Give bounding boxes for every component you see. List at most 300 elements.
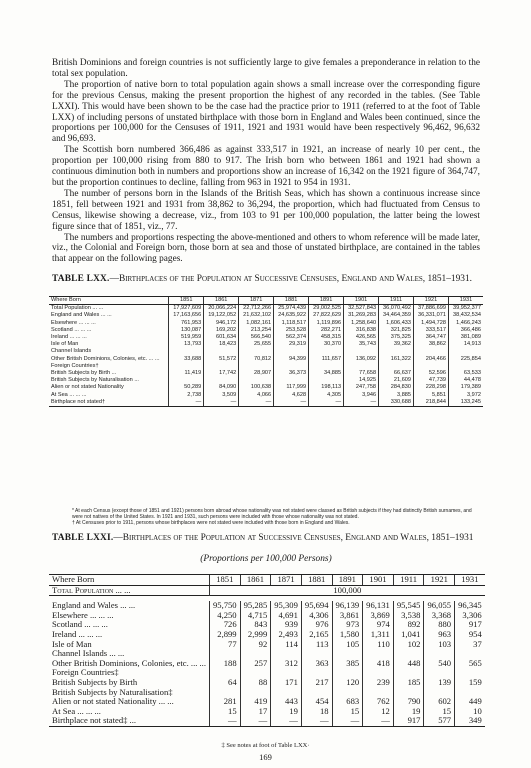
table-cell: —: [239, 399, 274, 407]
table-cell: 96,055: [424, 601, 455, 611]
table-cell: 77: [209, 640, 240, 650]
row-label: Scotland ... ... ...: [51, 326, 92, 333]
column-header: Where Born: [49, 297, 169, 305]
table-cell: [379, 348, 414, 355]
table-cell: [274, 377, 309, 384]
table-cell: 204,466: [414, 356, 449, 363]
table-row: [49, 305, 483, 313]
table-cell: 381,089: [449, 334, 484, 341]
column-header: 1891: [309, 297, 344, 305]
table-cell: 36,373: [274, 370, 309, 377]
table-header-row: [49, 297, 483, 305]
column-header: 1901: [363, 575, 394, 586]
table-cell: 349: [455, 716, 485, 726]
table-cell: 2,999: [240, 630, 271, 640]
table-cell: 946,172: [204, 320, 239, 327]
table-cell: 3,885: [379, 392, 414, 399]
table-cell: [309, 377, 344, 384]
row-label: Other British Dominions, Colonies, etc. ... ...: [52, 657, 206, 668]
table-cell: 364,747: [414, 334, 449, 341]
row-label: Birthplace not stated†: [49, 399, 169, 407]
table-cell: 14,925: [344, 377, 379, 384]
table-cell: 113: [301, 640, 332, 650]
column-header: 1921: [414, 297, 449, 305]
table-cell: 4,066: [239, 392, 274, 399]
table-cell: [309, 348, 344, 355]
table-cell: 188: [209, 659, 240, 669]
table-cell: 95,750: [209, 601, 240, 611]
table-cell: 36,331,071: [414, 312, 449, 319]
table-71-subtitle: (Proportions per 100,000 Persons): [200, 554, 332, 564]
table-cell: 973: [332, 620, 363, 630]
table-cell: [414, 348, 449, 355]
table-cell: 21,632,102: [239, 312, 274, 319]
table-cell: 63,533: [449, 370, 484, 377]
table-cell: 726: [209, 620, 240, 630]
table-cell: 34,885: [309, 370, 344, 377]
column-header: 1931: [449, 297, 484, 305]
table-cell: 1,119,896: [309, 320, 344, 327]
table-70-body: [49, 305, 483, 407]
table-cell: 50,289: [169, 384, 204, 391]
table-71-footnote: ‡ See notes at foot of Table LXX·: [221, 742, 310, 749]
table-cell: [414, 363, 449, 370]
table-71-caption: —Birthplaces of the Population at Successive Censuses, England and Wales, 1851–1931: [113, 533, 474, 543]
row-label: Channel Islands ... ...: [52, 648, 125, 659]
row-label: Alien or not stated Nationality: [51, 384, 124, 391]
table-row: [49, 348, 483, 355]
table-cell: 117,999: [274, 384, 309, 391]
body-text: [52, 58, 480, 265]
table-cell: 418: [363, 659, 394, 669]
table-cell: 37,886,699: [414, 305, 449, 313]
table-cell: 88: [240, 678, 271, 688]
table-71: [49, 574, 485, 727]
table-cell: 448: [393, 659, 424, 669]
table-cell: 95,694: [301, 601, 332, 611]
table-cell: 4,305: [309, 392, 344, 399]
table-cell: 185: [393, 678, 424, 688]
table-cell: 540: [424, 659, 455, 669]
row-label: British Subjects by Birth ...: [51, 370, 117, 377]
table-cell: 762: [363, 697, 394, 707]
table-cell: [169, 348, 204, 355]
table-cell: 14,913: [449, 341, 484, 348]
table-cell: —: [332, 716, 363, 726]
table-cell: [239, 363, 274, 370]
table-row: [49, 370, 483, 377]
table-cell: 29,002,525: [309, 305, 344, 313]
row-label: Elsewhere ... ... ...: [51, 319, 96, 326]
table-cell: 84,090: [204, 384, 239, 391]
table-row: [49, 363, 483, 370]
row-label: Foreign Countries†: [51, 362, 99, 369]
table-cell: 21,609: [379, 377, 414, 384]
table-70-label: TABLE LXX.: [52, 274, 110, 284]
footnote: * At each Census (except those of 1851 and 1921) persons born abroad whose nationality was not stated were classed as British subjects if they had distinctly British surnames, and were not natives of the United States. In 1921 and 1931, such persons were included with those whose nationality was not stated.: [72, 508, 472, 520]
table-cell: 139: [424, 678, 455, 688]
table-cell: 458,315: [309, 334, 344, 341]
table-cell: 10: [455, 707, 485, 717]
table-cell: 426,565: [344, 334, 379, 341]
row-label: England and Wales ... ...: [51, 312, 112, 319]
table-cell: —: [344, 399, 379, 407]
table-cell: 18,423: [204, 341, 239, 348]
table-cell: 282,271: [309, 327, 344, 334]
table-cell: 519,959: [169, 334, 204, 341]
column-header: 1901: [344, 297, 379, 305]
table-cell: 2,493: [271, 630, 302, 640]
table-cell: 24,635,922: [274, 312, 309, 319]
table-cell: 114: [271, 640, 302, 650]
table-cell: 602: [424, 697, 455, 707]
table-cell: 3,946: [344, 392, 379, 399]
table-cell: 5,851: [414, 392, 449, 399]
table-cell: 95,545: [393, 601, 424, 611]
table-cell: 27,822,629: [309, 312, 344, 319]
table-cell: 39,362: [379, 341, 414, 348]
table-cell: 17,163,656: [169, 312, 204, 319]
table-71-label: TABLE LXXI.: [52, 533, 114, 543]
table-cell: [239, 348, 274, 355]
table-row: [49, 327, 483, 334]
table-cell: —: [274, 399, 309, 407]
table-cell: 3,368: [424, 611, 455, 621]
table-cell: 1,494,728: [414, 320, 449, 327]
table-cell: 449: [455, 697, 485, 707]
row-label: Alien or not stated Nationality ... ...: [52, 696, 174, 707]
table-cell: [204, 377, 239, 384]
table-cell: 2,738: [169, 392, 204, 399]
table-cell: 218,844: [414, 399, 449, 407]
table-cell: 281: [209, 697, 240, 707]
table-cell: 18: [301, 707, 332, 717]
table-cell: —: [309, 399, 344, 407]
table-cell: 1,041: [393, 630, 424, 640]
table-cell: 363: [301, 659, 332, 669]
table-row: [49, 320, 483, 327]
table-cell: 95,309: [271, 601, 302, 611]
table-cell: [274, 363, 309, 370]
table-cell: 33,688: [169, 356, 204, 363]
table-cell: 4,250: [209, 611, 240, 621]
table-cell: 892: [393, 620, 424, 630]
table-cell: 92: [240, 640, 271, 650]
table-cell: 64: [209, 678, 240, 688]
table-cell: [169, 377, 204, 384]
table-70-caption: —Birthplaces of the Population at Successive Censuses, England and Wales, 1851–1931.: [109, 274, 472, 284]
table-row: [49, 356, 483, 363]
paragraph: The Scottish born numbered 366,486 as against 333,517 in 1921, an increase of nearly 10 per cent., the proportion per 100,000 rising from 880 to 917. The Irish born who between 1861 and 1921 had shown a continuous diminution both in numbers and proportions show an increase of 16,342 on the 1921 figure of 364,747, but the proportion continues to decline, falling from 963 in 1921 to 954 in 1931.: [52, 145, 480, 188]
table-cell: 52,596: [414, 370, 449, 377]
table-cell: 3,972: [449, 392, 484, 399]
row-label: British Subjects by Naturalisation ...: [51, 377, 139, 384]
table-70-title: [52, 274, 480, 285]
column-header: 1881: [274, 297, 309, 305]
table-cell: 19: [393, 707, 424, 717]
table-cell: 1,606,433: [379, 320, 414, 327]
row-label: Birthplace not stated‡ ...: [49, 716, 209, 726]
table-row: [49, 399, 483, 407]
table-cell: 25,655: [239, 341, 274, 348]
table-cell: —: [240, 716, 271, 726]
table-cell: [204, 348, 239, 355]
table-cell: 253,528: [274, 327, 309, 334]
column-header: 1851: [209, 575, 240, 586]
row-label: Foreign Countries‡: [52, 667, 119, 678]
table-cell: 179,389: [449, 384, 484, 391]
table-cell: 880: [424, 620, 455, 630]
table-cell: [309, 363, 344, 370]
table-cell: 790: [393, 697, 424, 707]
table-cell: 954: [455, 630, 485, 640]
table-cell: 321,825: [379, 327, 414, 334]
footnote: † At Censuses prior to 1911, persons whose birthplaces were not stated were included with those born in England and Wales.: [72, 520, 350, 526]
table-cell: 66,637: [379, 370, 414, 377]
column-header: 1891: [332, 575, 363, 586]
table-cell: 917: [393, 716, 424, 726]
page-number: 169: [259, 752, 272, 762]
table-cell: 159: [455, 678, 485, 688]
row-label: Total Population ... ...: [52, 584, 131, 595]
table-cell: 11,419: [169, 370, 204, 377]
row-label: Channel Islands: [51, 348, 92, 355]
table-cell: 37: [455, 640, 485, 650]
table-cell: 77,658: [344, 370, 379, 377]
table-cell: 102: [393, 640, 424, 650]
table-cell: [379, 363, 414, 370]
column-header: 1851: [169, 297, 204, 305]
row-label: Isle of Man: [51, 341, 79, 348]
table-cell: 4,306: [301, 611, 332, 621]
table-cell: 103: [424, 640, 455, 650]
table-cell: 577: [424, 716, 455, 726]
table-cell: 96,139: [332, 601, 363, 611]
table-cell: —: [271, 716, 302, 726]
table-cell: 239: [363, 678, 394, 688]
table-cell: 3,509: [204, 392, 239, 399]
table-cell: 443: [271, 697, 302, 707]
table-cell: 171: [271, 678, 302, 688]
table-cell: 44,478: [449, 377, 484, 384]
table-row: [49, 716, 485, 726]
table-cell: 29,319: [274, 341, 309, 348]
table-cell: —: [301, 716, 332, 726]
table-cell: 13,793: [169, 341, 204, 348]
table-cell: 939: [271, 620, 302, 630]
table-cell: 566,540: [239, 334, 274, 341]
table-cell: 454: [301, 697, 332, 707]
table-cell: 95,285: [240, 601, 271, 611]
table-cell: —: [204, 399, 239, 407]
table-cell: 36,070,492: [379, 305, 414, 313]
table-cell: 19,122,052: [204, 312, 239, 319]
table-cell: 1,580: [332, 630, 363, 640]
row-label: British Subjects by Birth: [52, 676, 138, 687]
table-cell: —: [363, 716, 394, 726]
table-cell: 217: [301, 678, 332, 688]
table-cell: 4,691: [271, 611, 302, 621]
table-cell: 385: [332, 659, 363, 669]
row-label: At Sea ... ... ...: [52, 705, 101, 716]
table-row: [49, 384, 483, 391]
table-cell: 34,464,359: [379, 312, 414, 319]
table-cell: 38,432,534: [449, 312, 484, 319]
table-cell: 284,830: [379, 384, 414, 391]
table-cell: 4,628: [274, 392, 309, 399]
table-cell: 247,758: [344, 384, 379, 391]
table-cell: 843: [240, 620, 271, 630]
table-cell: —: [169, 399, 204, 407]
table-cell: 683: [332, 697, 363, 707]
column-header: 1861: [204, 297, 239, 305]
table-cell: 1,466,243: [449, 320, 484, 327]
column-header: 1871: [239, 297, 274, 305]
table-cell: 169,202: [204, 327, 239, 334]
table-cell: 761,953: [169, 320, 204, 327]
table-cell: 96,131: [363, 601, 394, 611]
column-header: Where Born: [49, 575, 209, 586]
table-cell: [239, 377, 274, 384]
table-cell: 3,869: [363, 611, 394, 621]
table-cell: 17: [240, 707, 271, 717]
table-cell: 15: [424, 707, 455, 717]
table-cell: 213,254: [239, 327, 274, 334]
row-label: At Sea ... ... ...: [51, 391, 87, 398]
table-cell: 419: [240, 697, 271, 707]
table-cell: [204, 363, 239, 370]
table-row: [49, 377, 483, 384]
table-70: [49, 296, 483, 407]
table-cell: 22,712,266: [239, 305, 274, 313]
table-cell: 257: [240, 659, 271, 669]
column-header: 1911: [393, 575, 424, 586]
table-cell: 32,527,843: [344, 305, 379, 313]
table-cell: 28,907: [239, 370, 274, 377]
table-cell: [449, 363, 484, 370]
table-cell: 976: [301, 620, 332, 630]
table-cell: 51,572: [204, 356, 239, 363]
table-cell: 12: [363, 707, 394, 717]
table-cell: 15: [209, 707, 240, 717]
table-cell: 917: [455, 620, 485, 630]
table-cell: 963: [424, 630, 455, 640]
table-cell: 20,066,224: [204, 305, 239, 313]
table-cell: 1,311: [363, 630, 394, 640]
row-label: Isle of Man: [52, 638, 92, 649]
table-cell: 94,399: [274, 356, 309, 363]
table-cell: 565: [455, 659, 485, 669]
row-label: Total Population ... ...: [51, 305, 104, 312]
table-cell: 161,322: [379, 356, 414, 363]
total-value: 100,000: [209, 585, 484, 596]
table-cell: 198,113: [309, 384, 344, 391]
table-cell: 330,688: [379, 399, 414, 407]
table-cell: 39,952,377: [449, 305, 484, 313]
table-cell: [344, 348, 379, 355]
table-row: [49, 312, 483, 319]
column-header: 1881: [301, 575, 332, 586]
table-cell: 38,862: [414, 341, 449, 348]
table-cell: —: [209, 716, 240, 726]
table-cell: 974: [363, 620, 394, 630]
table-cell: 100,638: [239, 384, 274, 391]
table-cell: 562,374: [274, 334, 309, 341]
table-cell: 25,974,439: [274, 305, 309, 313]
table-cell: 19: [271, 707, 302, 717]
table-cell: 17,927,609: [169, 305, 204, 313]
column-header: 1861: [240, 575, 271, 586]
table-cell: 70,812: [239, 356, 274, 363]
row-label: Ireland ... ... ...: [52, 628, 103, 639]
row-label: Ireland ... ... ...: [51, 334, 87, 341]
paragraph: The numbers and proportions respecting the above-mentioned and others to whom reference will be made later, viz., the Colonial and Foreign born, those born at sea and those of unstated birthplace, are contained in the tables that appear on the following pages.: [52, 232, 480, 265]
row-label: British Subjects by Naturalisation‡: [52, 686, 173, 697]
table-cell: 133,245: [449, 399, 484, 407]
paragraph: The number of persons born in the Islands of the British Seas, which has shown a continuous increase since 1851, fell between 1921 and 1931 from 38,862 to 36,294, the proportion, which had fluctuated from Census to Census, likewise showing a decrease, viz., from 103 to 91 per 100,000 population, the latter being the lowest figure since that of 1851, viz., 77.: [52, 188, 480, 232]
table-cell: 333,517: [414, 327, 449, 334]
row-label: England and Wales ... ...: [52, 600, 136, 611]
table-cell: 3,538: [393, 611, 424, 621]
table-cell: 366,486: [449, 327, 484, 334]
table-cell: 2,899: [209, 630, 240, 640]
table-cell: 35,743: [344, 341, 379, 348]
table-cell: 3,861: [332, 611, 363, 621]
table-cell: 2,165: [301, 630, 332, 640]
table-cell: 31,269,283: [344, 312, 379, 319]
table-header-row: [49, 575, 485, 586]
table-cell: 17,742: [204, 370, 239, 377]
row-label: Scotland ... ... ...: [52, 619, 108, 630]
row-label: Elsewhere ... ... ...: [52, 609, 114, 620]
column-header: 1921: [424, 575, 455, 586]
table-cell: 136,092: [344, 356, 379, 363]
table-cell: 375,325: [379, 334, 414, 341]
table-cell: 228,298: [414, 384, 449, 391]
table-cell: [344, 363, 379, 370]
table-cell: 111,657: [309, 356, 344, 363]
table-cell: 4,715: [240, 611, 271, 621]
table-row: [49, 334, 483, 341]
table-cell: 225,854: [449, 356, 484, 363]
row-label: Other British Dominions, Colonies, etc. ... ...: [51, 355, 160, 362]
table-row: [49, 392, 483, 399]
table-cell: [274, 348, 309, 355]
column-header: 1871: [271, 575, 302, 586]
table-cell: 1,082,161: [239, 320, 274, 327]
table-row: [49, 341, 483, 348]
paragraph: British Dominions and foreign countries is not sufficiently large to give females a preponderance in relation to the total sex population.: [52, 58, 480, 79]
table-cell: [169, 363, 204, 370]
total-row: [49, 585, 485, 596]
table-cell: 110: [363, 640, 394, 650]
table-cell: 47,739: [414, 377, 449, 384]
table-70-footnotes: [72, 508, 472, 526]
column-header: 1931: [455, 575, 485, 586]
table-cell: 316,838: [344, 327, 379, 334]
table-cell: 312: [271, 659, 302, 669]
table-cell: 3,306: [455, 611, 485, 621]
table-71-body: [49, 585, 485, 726]
table-cell: 130,087: [169, 327, 204, 334]
table-cell: 1,258,640: [344, 320, 379, 327]
table-cell: 601,634: [204, 334, 239, 341]
table-cell: 15: [332, 707, 363, 717]
table-71-title: [52, 533, 480, 544]
table-cell: 1,118,517: [274, 320, 309, 327]
table-cell: 120: [332, 678, 363, 688]
paragraph: The proportion of native born to total population again shows a small increase over the corresponding figure for the previous Census, making the present proportion the highest of any recorded in the tables. (See Table LXXI). This would have been shown to be the case had the practice prior to 1911 (referred to at the foot of Table LXX) of including persons of unstated birthplace with those born in England and Wales been continued, since the proportions per 100,000 for the Censuses of 1911, 1921 and 1931 would have been respectively 96,462, 96,632 and 96,693.: [52, 79, 480, 145]
